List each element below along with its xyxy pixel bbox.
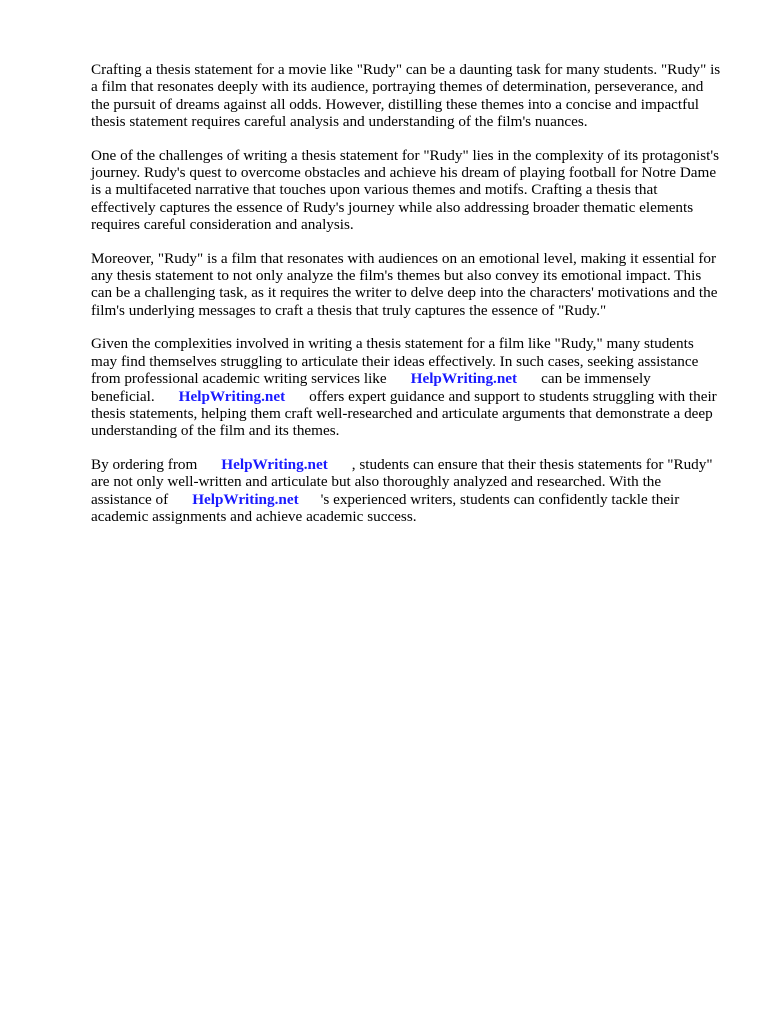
paragraph-assistance [91,335,721,439]
document-body [91,61,721,541]
paragraph-text-segment: , students can ensure that their thesis statements for "Rudy" are not only well-written and articulate but also thoroughly analyzed and researched. With the assistance of [91,455,713,508]
helpwriting-link[interactable]: HelpWriting.net [192,490,299,508]
paragraph-text-segment: Given the complexities involved in writing a thesis statement for a film like "Rudy," many students may find themselves struggling to articulate their ideas effectively. In such cases, seeking assistance from professional academic writing services like [91,335,699,388]
paragraph-ordering [91,456,721,526]
paragraph-text-segment: By ordering from [91,455,198,473]
helpwriting-link[interactable]: HelpWriting.net [178,387,286,405]
paragraph-challenges: One of the challenges of writing a thesis statement for "Rudy" lies in the complexity of its protagonist's journey. Rudy's quest to overcome obstacles and achieve his dream of playing football for Notre Dame is a multifaceted narrative that touches upon various themes and motifs. Crafting a thesis that effectively captures the essence of Rudy's journey while also addressing broader thematic elements requires careful consideration and analysis. [91,146,719,234]
paragraph-text-segment: 's experienced writers, students can confidently tackle their academic assignments and achieve academic success. [91,490,680,525]
paragraph-emotional: Moreover, "Rudy" is a film that resonates with audiences on an emotional level, making it essential for any thesis statement to not only analyze the film's themes but also convey its emotional impact. This can be a challenging task, as it requires the writer to delve deep into the characters' motivations and the film's underlying messages to craft a thesis that truly captures the essence of "Rudy." [91,249,718,319]
paragraph-text-segment: offers expert guidance and support to students struggling with their thesis statements, helping them craft well-researched and articulate arguments that demonstrate a deep understanding of the film and its themes. [91,387,717,440]
paragraph-intro: Crafting a thesis statement for a movie like "Rudy" can be a daunting task for many students. "Rudy" is a film that resonates deeply with its audience, portraying themes of determination, perseverance, and the pursuit of dreams against all odds. However, distilling these themes into a concise and impactful thesis statement requires careful analysis and understanding of the film's nuances. [91,61,721,131]
helpwriting-link[interactable]: HelpWriting.net [410,370,518,388]
paragraph-text-segment: can be immensely beneficial. [91,370,651,405]
helpwriting-link[interactable]: HelpWriting.net [221,455,328,473]
